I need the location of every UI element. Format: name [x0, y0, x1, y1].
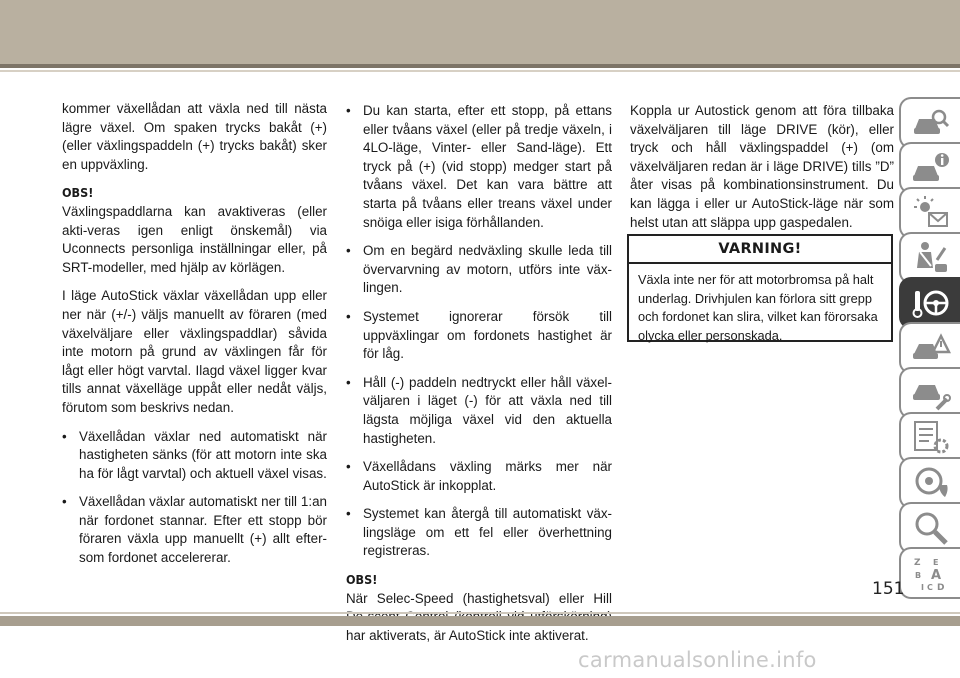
key-steering-wheel-icon	[911, 283, 951, 323]
column-3	[630, 102, 894, 242]
bullet-icon: •	[346, 374, 351, 390]
car-magnifier-icon	[911, 103, 951, 143]
obs-heading: OBS!	[346, 572, 378, 588]
warning-title: VARNING!	[629, 236, 891, 264]
svg-text:C: C	[926, 583, 933, 592]
bullet-list	[346, 102, 612, 561]
warning-lights-message-icon	[911, 193, 951, 233]
list-item: • Växellådans växling märks mer när AutoStick är inkopplat.	[346, 459, 612, 493]
header-rule-thin	[0, 70, 960, 72]
seatbelt-airbag-icon	[911, 238, 951, 278]
page-number: 151	[872, 579, 905, 599]
paragraph: kommer växellådan att växla ned till nästa lägre växel. Om spaken trycks bakåt (+) (eller växlingspaddeln (+) trycks bakåt) sker en uppväxling.	[62, 101, 327, 172]
svg-text:Z: Z	[913, 558, 921, 568]
bullet-icon: •	[346, 103, 351, 118]
list-item: • Om en begärd nedväxling skulle leda till övervarvning av motorn, utförs inte väx-lingen.	[346, 243, 612, 296]
bullet-icon: •	[346, 243, 351, 259]
paragraph: Koppla ur Autostick genom att föra tillbaka växelväljaren till läge DRIVE (kör), eller tryck och håll växlingspaddel (+) (om växelväljaren redan är i läge DRIVE) tills ”D” åter visas på kombinationsinstrument. Du kan lägga i eller ur AutoStick-läge när som helst utan att släppa upp gaspedalen.	[630, 103, 894, 230]
svg-text:D: D	[936, 583, 944, 593]
list-item: • Systemet kan återgå till automatiskt väx-lingsläge om ett fel eller överhettning registreras.	[346, 506, 612, 559]
header-rule	[0, 64, 960, 68]
footer-rule	[0, 612, 960, 614]
media-navigation-icon	[911, 463, 951, 503]
bullet-list	[62, 428, 327, 568]
svg-text:B: B	[914, 571, 921, 580]
svg-text:E: E	[932, 558, 938, 567]
bullet-icon: •	[62, 428, 67, 444]
paragraph: I läge AutoStick växlar växellådan upp eller ner när (+/-) väljs manuellt av föraren (med växelväljare eller växlingspaddlar) såvida inte motorn på grund av växlingen får för lågt eller högt varvtal. Ilagd växel ligger kvar tills annat växelläge uppåt eller nedåt väljs, förutom som beskrivs nedan.	[62, 288, 327, 415]
list-item: • Systemet ignorerar försök till uppväxlingar om fordonets hastighet är för låg.	[346, 308, 612, 362]
car-info-icon	[911, 148, 951, 188]
alphabet-index-icon	[911, 553, 951, 593]
svg-text:A: A	[930, 568, 941, 583]
warning-text: Växla inte ner för att motorbromsa på halt underlag. Drivhjulen kan förlora sitt grepp och fordonet kan slira, vilket kan förorsaka olycka eller personskada.	[638, 272, 878, 343]
magnifier-index-icon	[911, 508, 951, 548]
list-item: • Du kan starta, efter ett stopp, på ettans eller tvåans växel (eller på tredje växeln, i 4LO-läge, Vinter- eller Sand-läge). Ett tryck på (+) (vid stopp) medger start på tvåans växel. Det kan vara bättre att starta på tvåans eller treans växel under snöiga eller isiga förhållanden.	[346, 103, 612, 230]
column-2	[346, 102, 612, 655]
header-band	[0, 0, 960, 64]
list-item: • Håll (-) paddeln nedtryckt eller håll växel-väljaren i läget (-) för att växla ned till lägsta möjliga växel vid den aktuella hastigheten.	[346, 374, 612, 446]
car-wrench-icon	[911, 373, 951, 413]
car-warning-triangle-icon	[911, 328, 951, 368]
bullet-icon: •	[346, 459, 351, 475]
checklist-gear-icon	[911, 418, 951, 458]
obs-text: När Selec-Speed (hastighetsval) eller Hill har aktiverats, är AutoStick inte aktiverat.	[346, 590, 612, 643]
obs-heading: OBS!	[62, 185, 94, 201]
bullet-icon: •	[346, 308, 351, 324]
column-1	[62, 100, 327, 578]
list-item: • Växellådan växlar ned automatiskt när hastigheten sänks (för att motorn inte ska ha för lågt varvtal) och aktuell växel visas.	[62, 428, 327, 481]
bullet-icon: •	[62, 494, 67, 510]
bullet-icon: •	[346, 506, 351, 522]
list-item: • Växellådan växlar automatiskt ner till 1:an när fordonet stannar. Efter ett stopp bör föraren växla upp manuellt (+) allt efter-som fordonet accelererar.	[62, 494, 327, 566]
obs-text: Växlingspaddlarna kan avaktiveras (eller akti-veras igen enligt önskemål) via Uconnects personliga inställningar eller, på SRT-modeller, med hjälp av körlägen.	[62, 203, 327, 275]
warning-box	[627, 234, 893, 342]
tab-alphabet-index[interactable]	[899, 547, 960, 599]
watermark: carmanualsonline.info	[578, 648, 817, 672]
svg-text:I: I	[920, 583, 924, 592]
footer-band	[0, 616, 960, 626]
